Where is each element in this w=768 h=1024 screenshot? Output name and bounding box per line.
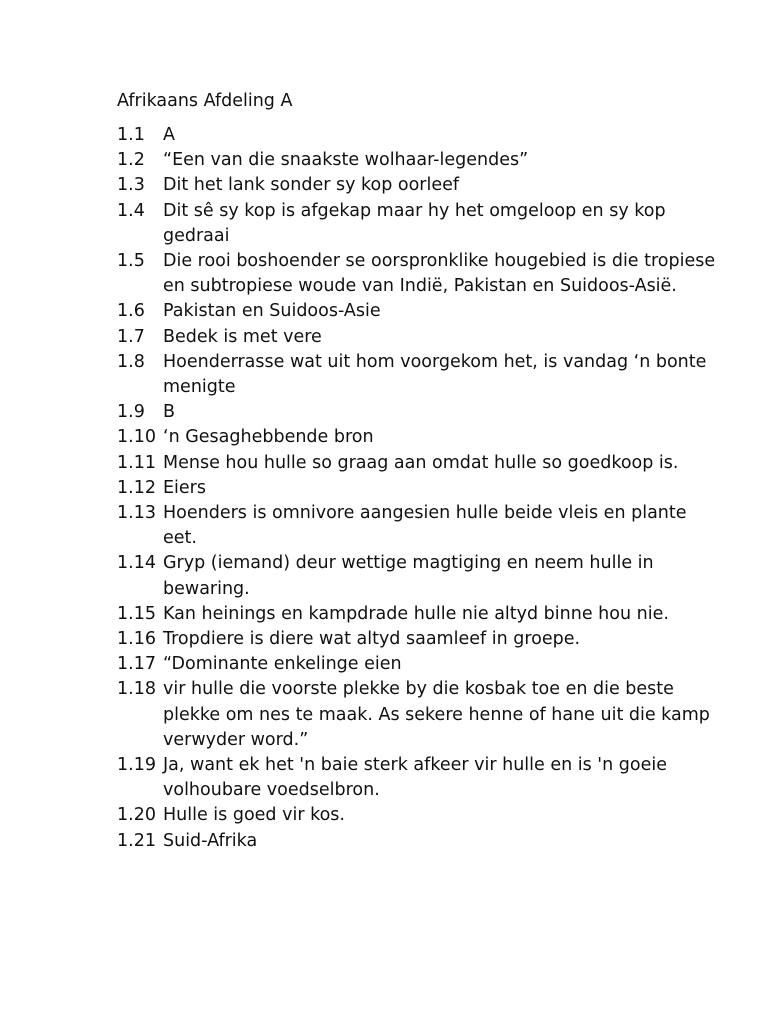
list-item bbox=[117, 451, 717, 476]
answer-number: 1.21 bbox=[117, 830, 156, 851]
answer-number: 1.8 bbox=[117, 351, 145, 372]
list-item bbox=[117, 199, 717, 249]
document-title: Afrikaans Afdeling A bbox=[117, 91, 293, 111]
list-item bbox=[117, 425, 717, 450]
list-item bbox=[117, 803, 717, 828]
list-item bbox=[117, 249, 717, 299]
answer-number: 1.2 bbox=[117, 150, 145, 171]
answer-number: 1.14 bbox=[117, 553, 156, 574]
answer-text: Hulle is goed vir kos. bbox=[163, 805, 345, 826]
list-item bbox=[117, 551, 717, 601]
answer-text: Kan heinings en kampdrade hulle nie altyd binne hou nie. bbox=[163, 603, 669, 624]
answer-text: Tropdiere is diere wat altyd saamleef in groepe. bbox=[163, 629, 581, 650]
answer-number: 1.15 bbox=[117, 603, 156, 624]
answer-number: 1.9 bbox=[117, 402, 145, 423]
answer-number: 1.13 bbox=[117, 503, 156, 524]
answer-number: 1.19 bbox=[117, 755, 156, 776]
list-item bbox=[117, 602, 717, 627]
list-item bbox=[117, 325, 717, 350]
list-item bbox=[117, 350, 717, 400]
answer-text: Eiers bbox=[163, 477, 206, 498]
answer-text: B bbox=[163, 402, 176, 423]
list-item bbox=[117, 627, 717, 652]
answer-text: Pakistan en Suidoos-Asie bbox=[163, 301, 381, 322]
answer-text: Hoenderrasse wat uit hom voorgekom het, is vandag ‘n bonte menigte bbox=[163, 351, 707, 398]
answer-text: “Dominante enkelinge eien bbox=[163, 654, 402, 675]
answer-text: Mense hou hulle so graag aan omdat hulle so goedkoop is. bbox=[163, 452, 679, 473]
answer-text: Die rooi boshoender se oorspronklike hougebied is die tropiese en subtropiese woude van Indië, Pakistan en Suidoos-Asië. bbox=[163, 251, 716, 297]
answer-number: 1.1 bbox=[117, 125, 145, 145]
list-item bbox=[117, 753, 717, 803]
list-item bbox=[117, 476, 717, 501]
list-item bbox=[117, 148, 717, 173]
answer-text: Dit sê sy kop is afgekap maar hy het omgeloop en sy kop gedraai bbox=[163, 200, 666, 246]
list-item bbox=[117, 299, 717, 324]
answer-number: 1.6 bbox=[117, 301, 145, 322]
answer-text: Gryp (iemand) deur wettige magtiging en neem hulle in bewaring. bbox=[163, 553, 654, 599]
list-item bbox=[117, 829, 717, 854]
answer-text: Hoenders is omnivore aangesien hulle beide vleis en plante eet. bbox=[163, 503, 687, 549]
answer-number: 1.20 bbox=[117, 805, 156, 826]
list-item bbox=[117, 677, 717, 753]
answer-number: 1.18 bbox=[117, 679, 156, 700]
list-item bbox=[117, 652, 717, 677]
answer-number: 1.7 bbox=[117, 326, 145, 347]
answer-text: ‘n Gesaghebbende bron bbox=[163, 427, 374, 448]
answer-text: Suid-Afrika bbox=[163, 830, 258, 851]
list-item bbox=[117, 173, 717, 198]
answer-number: 1.10 bbox=[117, 427, 156, 448]
answer-text: Dit het lank sonder sy kop oorleef bbox=[163, 175, 460, 196]
document-page bbox=[117, 89, 717, 854]
answer-number: 1.4 bbox=[117, 200, 145, 221]
answer-number: 1.16 bbox=[117, 629, 156, 650]
answer-text: A bbox=[163, 125, 175, 145]
answer-text: Ja, want ek het 'n baie sterk afkeer vir hulle en is 'n goeie volhoubare voedselbron. bbox=[163, 755, 667, 801]
answer-number: 1.11 bbox=[117, 452, 156, 473]
answer-number: 1.17 bbox=[117, 654, 156, 675]
answer-text: Bedek is met vere bbox=[163, 326, 322, 347]
list-item bbox=[117, 123, 717, 148]
answer-number: 1.5 bbox=[117, 251, 145, 272]
answer-text: vir hulle die voorste plekke by die kosbak toe en die beste plekke om nes te maak. As sekere henne of hane uit die kamp verwyder word.” bbox=[163, 679, 710, 750]
list-item bbox=[117, 400, 717, 425]
answer-list bbox=[117, 123, 717, 854]
answer-number: 1.3 bbox=[117, 175, 145, 196]
list-item bbox=[117, 501, 717, 551]
answer-text: “Een van die snaakste wolhaar-legendes” bbox=[163, 150, 529, 171]
answer-number: 1.12 bbox=[117, 477, 156, 498]
